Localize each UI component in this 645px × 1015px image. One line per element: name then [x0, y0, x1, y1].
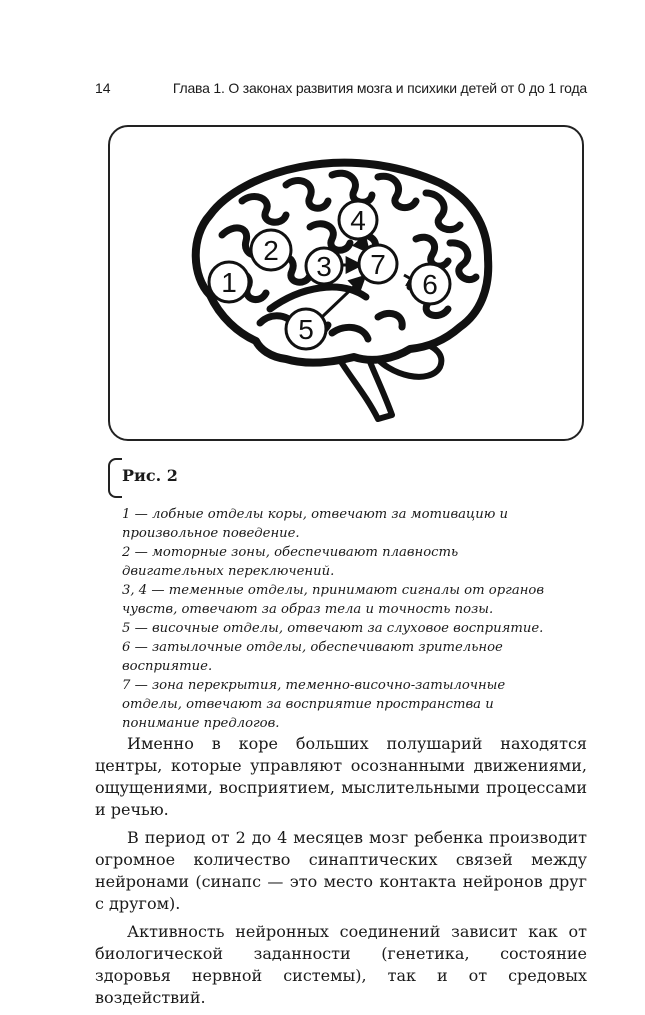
page-number: 14 — [95, 80, 111, 96]
legend-item: 1 — лобные отделы коры, отвечают за мотивацию и произвольное поведение. — [122, 507, 509, 541]
svg-text:2: 2 — [263, 235, 279, 266]
svg-text:7: 7 — [370, 249, 386, 280]
svg-text:3: 3 — [316, 251, 332, 282]
caption-bracket — [108, 458, 122, 498]
figure-legend — [122, 505, 562, 733]
figure-frame — [108, 125, 584, 441]
body-paragraph: В период от 2 до 4 месяцев мозг ребенка производит огромное количество синаптических связей между нейронами (синапс — это место контакта нейронов друг с другом). — [95, 828, 587, 913]
zone-marker-6 — [410, 264, 450, 304]
legend-item: 2 — моторные зоны, обеспечивают плавность двигательных переключений. — [122, 545, 459, 579]
svg-text:6: 6 — [422, 269, 438, 300]
legend-item: 5 — височные отделы, отвечают за слуховое восприятие. — [122, 621, 544, 636]
zone-marker-2 — [251, 230, 291, 270]
zone-marker-4 — [339, 201, 377, 239]
body-text — [95, 733, 587, 1015]
svg-text:4: 4 — [350, 205, 366, 236]
svg-text:1: 1 — [221, 267, 237, 298]
zone-marker-1 — [209, 262, 249, 302]
running-head: Глава 1. О законах развития мозга и психики детей от 0 до 1 года — [172, 80, 587, 96]
brain-illustration — [110, 127, 586, 443]
zone-marker-5 — [286, 309, 326, 349]
legend-item: 7 — зона перекрытия, теменно-височно-затылочные отделы, отвечают за восприятие пространства и понимание предлогов. — [122, 678, 506, 731]
legend-item: 3, 4 — теменные отделы, принимают сигналы от органов чувств, отвечают за образ тела и точность позы. — [122, 583, 544, 617]
legend-item: 6 — затылочные отделы, обеспечивают зрительное восприятие. — [122, 640, 503, 674]
figure-caption-title: Рис. 2 — [122, 466, 178, 485]
body-paragraph: Именно в коре больших полушарий находятся центры, которые управляют осознанными движениями, ощущениями, восприятием, мыслительными процессами и речью. — [95, 734, 587, 819]
zone-marker-3 — [306, 248, 342, 284]
zone-marker-7 — [359, 245, 397, 283]
body-paragraph: Активность нейронных соединений зависит как от биологической заданности (генетика, состояние здоровья нервной системы), так и от средовых воздействий. — [95, 922, 587, 1007]
svg-text:5: 5 — [298, 314, 314, 345]
